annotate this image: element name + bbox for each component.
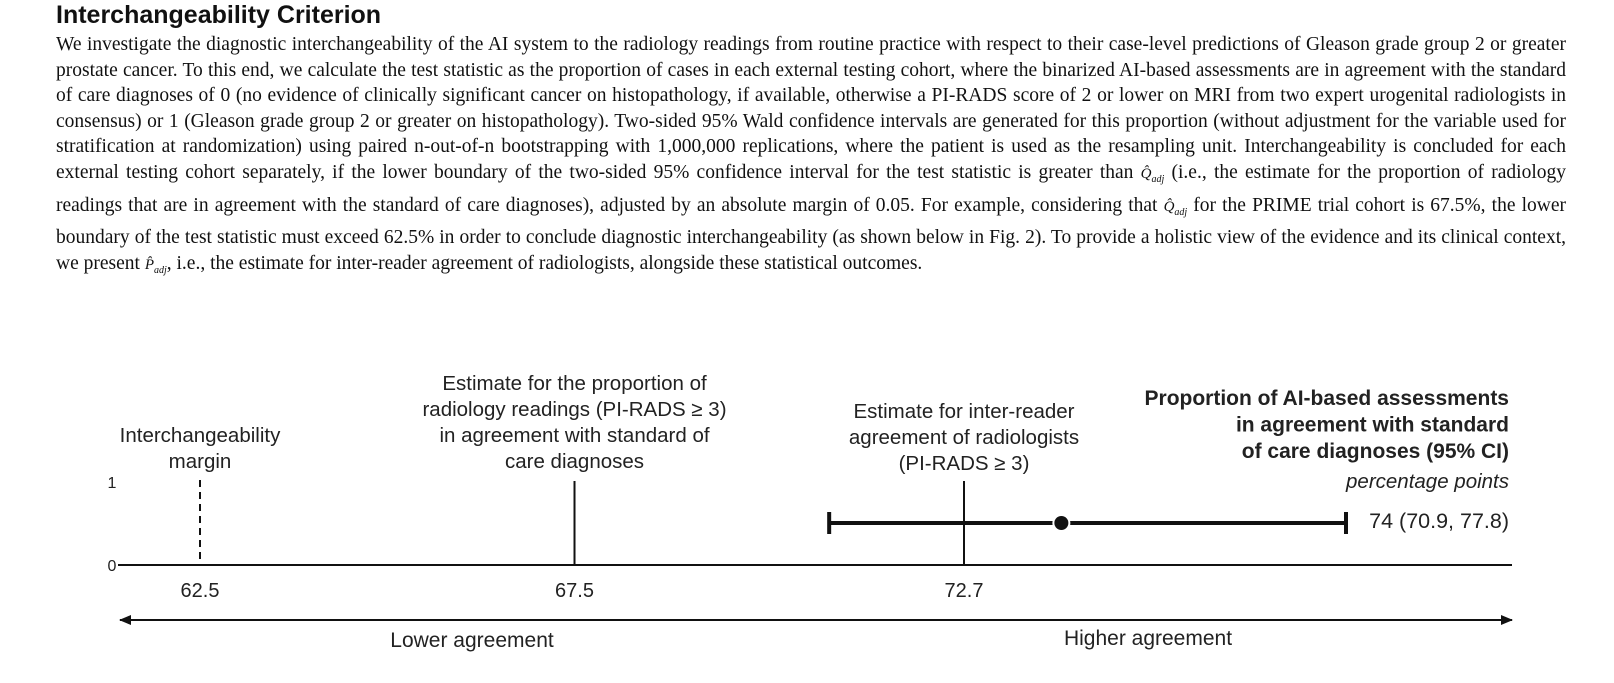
axis-tick-label-1: 67.5 <box>555 580 594 602</box>
reference-label-2-line-2: (PI-RADS ≥ 3) <box>898 452 1030 475</box>
axis-tick-label-0: 62.5 <box>180 580 220 602</box>
point-estimate-marker <box>1054 516 1068 530</box>
reference-label-1-line-1: radiology readings (PI-RADS ≥ 3) <box>422 398 727 421</box>
q-adj-symbol-2: $Q̂_{adj}$ <box>1163 198 1188 218</box>
reference-label-2-line-1: agreement of radiologists <box>848 426 1080 449</box>
reference-label-1-line-2: in agreement with standard of <box>439 424 710 447</box>
result-value-text: 74 (70.9, 77.8) <box>1369 509 1509 533</box>
result-units-label: percentage points <box>1346 470 1509 493</box>
result-header-line-2: of care diagnoses (95% CI) <box>1241 440 1509 463</box>
p-adj-symbol: $P̂_{adj}$ <box>144 256 167 276</box>
reference-label-0-line-1: margin <box>168 450 232 473</box>
result-header-line-1: in agreement with standard <box>1235 413 1509 437</box>
direction-label-higher: Higher agreement <box>1063 627 1233 650</box>
paragraph-part-1: We investigate the diagnostic interchangeability of the AI system to the radiology readings from routine practice with respect to their case-level predictions of Gleason grade group 2 or greater prostate cancer. To this end, we calculate the test statistic as the proportion of cases in each external testing cohort, where the binarized AI-based assessments are in agreement with the standard of care diagnoses of 0 (no evidence of clinically significant cancer on histopathology, if available, otherwise a PI-RADS score of 2 or lower on MRI from two expert urogenital radiologists in consensus) or 1 (Gleason grade group 2 or greater on histopathology). Two-sided 95% Wald confidence intervals are generated for this proportion (without adjustment for the variable used for stratification at randomization) using paired n-out-of-n bootstrapping with 1,000,000 replications, where the patient is used as the resampling unit. Interchangeability is concluded for each external testing cohort separately, if the lower boundary of the two-sided 95% confidence interval for the test statistic is greater than <box>56 34 1566 183</box>
direction-label-lower: Lower agreement <box>390 629 554 652</box>
faint-tick-label-1: 1 <box>107 475 117 492</box>
section-heading: Interchangeability Criterion <box>56 1 382 29</box>
reference-label-1-line-3: care diagnoses <box>504 450 645 473</box>
reference-label-1-line-0: Estimate for the proportion of <box>442 372 707 395</box>
result-header-line-0: Proportion of AI-based assessments <box>1144 387 1509 410</box>
reference-label-2-line-0: Estimate for inter-reader <box>853 400 1075 423</box>
axis-tick-label-2: 72.7 <box>944 580 984 602</box>
paragraph-part-3: for the PRIME trial cohort is 67.5%, the lower boundary of the test statistic must exceed 62.5% in order to conclude diagnostic interchangeability (as shown below in Fig. 2). To provide a holistic view of the evidence and its clinical context, we present <box>56 194 1566 274</box>
q-adj-symbol: $Q̂_{adj}$ <box>1140 165 1165 185</box>
reference-label-0-line-0: Interchangeability <box>119 424 281 447</box>
paragraph-part-4: , i.e., the estimate for inter-reader agreement of radiologists, alongside these statistical outcomes. <box>166 252 923 274</box>
paragraph-part-2: (i.e., the estimate for the proportion of radiology readings that are in agreement with the standard of care diagnoses), adjusted by an absolute margin of 0.05. For example, considering that <box>56 161 1566 216</box>
faint-tick-label-0: 0 <box>107 558 117 575</box>
